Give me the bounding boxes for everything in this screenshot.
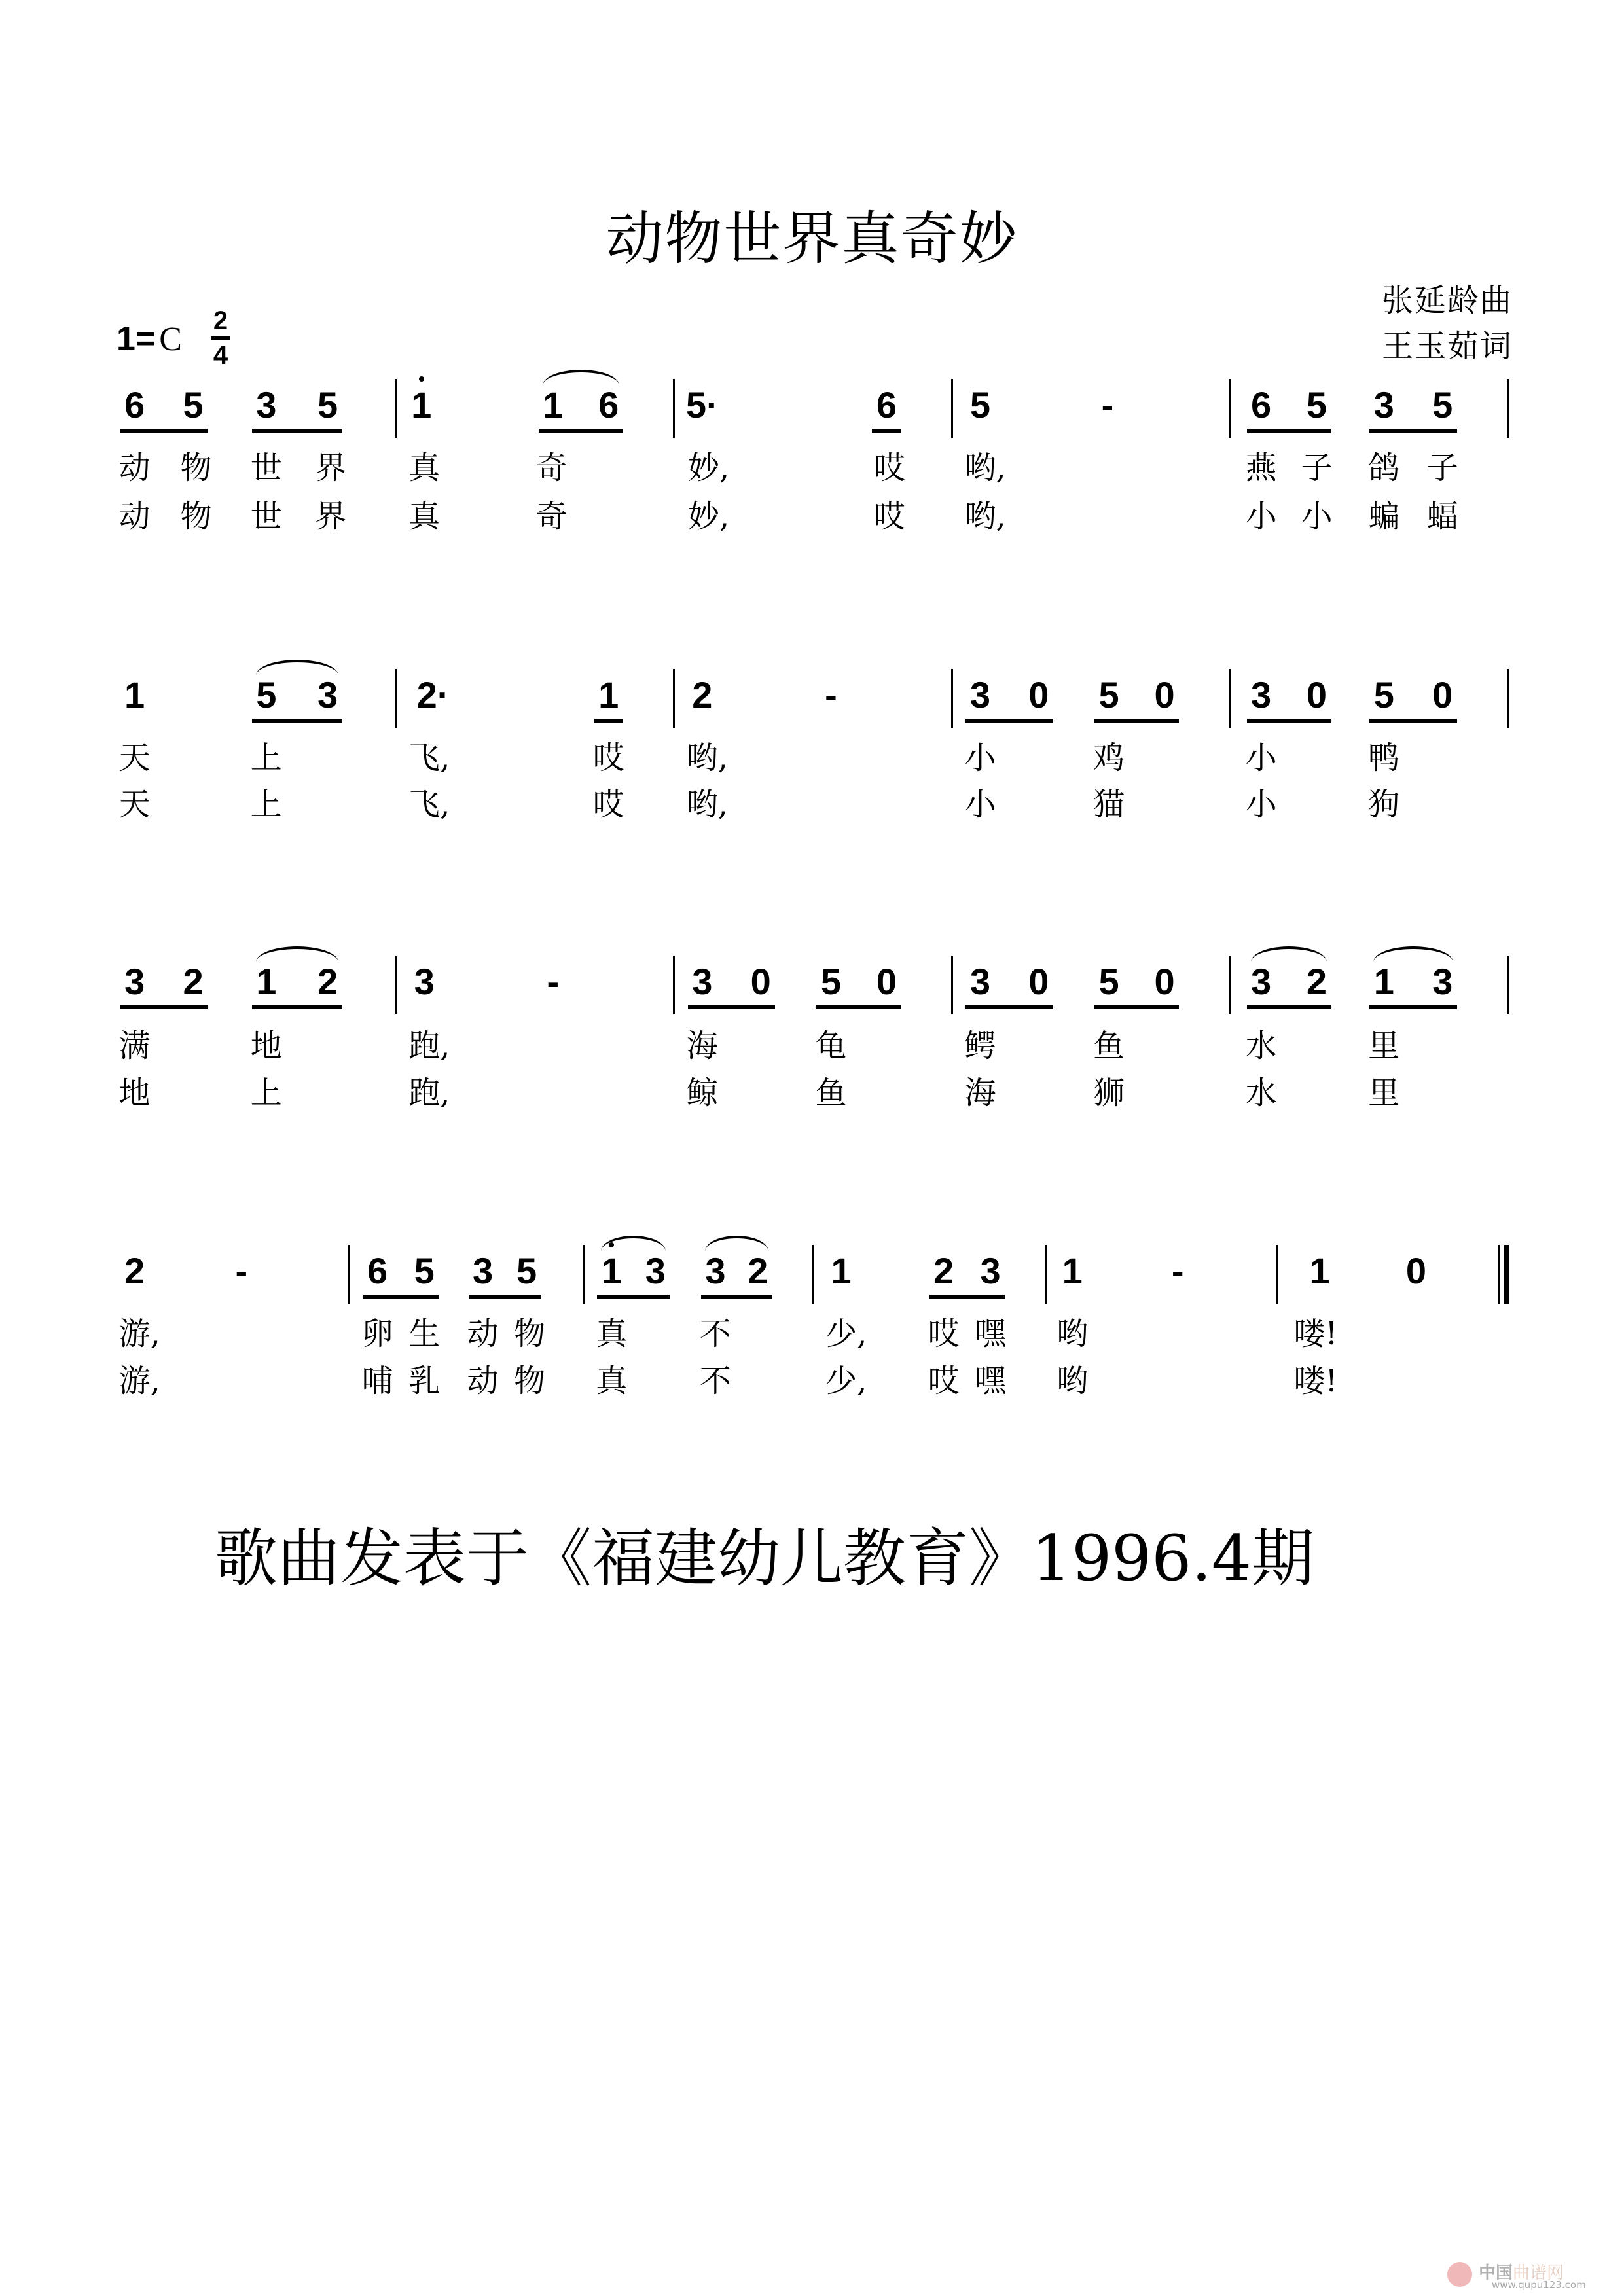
lyric-verse-1: 少, [825, 1316, 867, 1353]
note: 5 [317, 384, 338, 426]
key-note: C [159, 321, 182, 358]
note: 5 [183, 384, 204, 426]
note: 6 [598, 384, 619, 426]
note: 1 [256, 960, 277, 1002]
underline-beam [1247, 429, 1331, 433]
lyric-verse-2: 海 [964, 1074, 996, 1111]
barline [1229, 379, 1231, 438]
note: 5· [685, 384, 719, 426]
dash-note: - [1101, 384, 1114, 426]
watermark-name-b: 曲谱网 [1513, 2263, 1564, 2283]
lyric-verse-2: 天 [118, 786, 151, 823]
note: 3 [692, 960, 713, 1002]
lyric-verse-1: 妙, [688, 450, 730, 487]
lyric-verse-2: 哎 [592, 786, 624, 823]
underline-beam [1369, 719, 1456, 723]
lyric-verse-1: 动 [118, 450, 151, 487]
lyric-verse-1: 地 [250, 1028, 282, 1065]
underline-beam [120, 429, 208, 433]
key-label: 1= [117, 320, 156, 358]
lyric-verse-2: 真 [596, 1362, 628, 1399]
lyricist-credit: 王玉茹词 [1381, 328, 1513, 365]
watermark [1447, 2258, 1617, 2291]
lyric-verse-2: 物 [514, 1362, 546, 1399]
lyric-verse-1: 游, [118, 1316, 160, 1353]
underline-beam [120, 1005, 208, 1009]
underline-beam [1247, 719, 1331, 723]
key-signature [117, 319, 182, 359]
lyric-verse-1: 鸽 [1368, 450, 1400, 487]
slur-arc [1373, 946, 1453, 962]
lyric-verse-2: 里 [1368, 1074, 1400, 1111]
lyric-verse-1: 动 [467, 1316, 499, 1353]
note: 3 [645, 1250, 666, 1292]
note: 3 [1432, 960, 1453, 1002]
time-bottom: 4 [213, 341, 228, 370]
final-barline-thick [1504, 1245, 1509, 1304]
publication-note: 歌曲发表于《福建幼儿教育》1996.4期 [215, 1522, 1314, 1595]
underline-beam [872, 429, 901, 433]
note: 5 [820, 960, 842, 1002]
lyric-verse-2: 少, [825, 1362, 867, 1399]
note: 5 [516, 1250, 537, 1292]
lyric-verse-1: 世 [250, 450, 282, 487]
lyric-verse-2: 嘿 [975, 1362, 1007, 1399]
lyric-verse-2: 蝙 [1368, 497, 1400, 535]
underline-beam [929, 1295, 1005, 1299]
note: 0 [1306, 673, 1327, 715]
lyric-verse-1: 里 [1368, 1028, 1400, 1065]
lyric-verse-2: 乳 [408, 1362, 441, 1399]
lyric-verse-1: 鳄 [964, 1028, 996, 1065]
lyric-verse-2: 动 [118, 497, 151, 535]
note: 0 [1028, 960, 1049, 1002]
high-octave-dot [419, 376, 424, 382]
slur-arc [601, 1236, 666, 1251]
lyric-verse-2: 上 [250, 786, 282, 823]
barline [348, 1245, 350, 1304]
note: 2 [1306, 960, 1327, 1002]
lyric-verse-1: 小 [1245, 739, 1277, 776]
slur-arc [256, 946, 338, 962]
lyric-verse-2: 小 [1245, 497, 1277, 535]
note: 1 [1373, 960, 1394, 1002]
underline-beam [1094, 719, 1179, 723]
note: 3 [317, 673, 338, 715]
underline-beam [252, 719, 342, 723]
note: 1 [411, 384, 432, 426]
lyric-verse-2: 猫 [1093, 786, 1125, 823]
note: 3 [969, 960, 991, 1002]
note: 0 [1154, 960, 1175, 1002]
note: 2· [416, 673, 450, 715]
lyric-verse-1: 飞, [408, 739, 450, 776]
lyric-verse-2: 哺 [361, 1362, 393, 1399]
lyric-verse-2: 动 [467, 1362, 499, 1399]
lyric-verse-2: 小 [1245, 786, 1277, 823]
lyric-verse-1: 哟 [1056, 1316, 1089, 1353]
barline [673, 669, 675, 728]
lyric-verse-2: 不 [699, 1362, 731, 1399]
note: 6 [124, 384, 145, 426]
note: 2 [317, 960, 338, 1002]
note: 2 [124, 1250, 145, 1292]
lyric-verse-2: 蝠 [1426, 497, 1458, 535]
underline-beam [965, 1005, 1053, 1009]
note: 0 [1432, 673, 1453, 715]
lyric-verse-1: 子 [1301, 450, 1333, 487]
underline-beam [252, 1005, 342, 1009]
lyric-verse-2: 狮 [1093, 1074, 1125, 1111]
underline-beam [1247, 1005, 1331, 1009]
dash-note: - [825, 673, 837, 715]
lyric-verse-1: 不 [699, 1316, 731, 1353]
barline [951, 956, 953, 1014]
dash-note: - [235, 1250, 248, 1292]
lyric-verse-1: 物 [180, 450, 212, 487]
note: 5 [1373, 673, 1394, 715]
note: 1 [124, 673, 145, 715]
slur-arc [543, 370, 619, 386]
lyric-verse-2: 鱼 [815, 1074, 847, 1111]
lyric-verse-1: 真 [596, 1316, 628, 1353]
lyric-verse-2: 鲸 [686, 1074, 718, 1111]
note: 2 [183, 960, 204, 1002]
lyric-verse-1: 子 [1426, 450, 1458, 487]
lyric-verse-2: 水 [1245, 1074, 1277, 1111]
note: 5 [1098, 960, 1119, 1002]
note: 5 [414, 1250, 435, 1292]
barline [1045, 1245, 1047, 1304]
lyric-verse-2: 哎 [928, 1362, 960, 1399]
note: 3 [414, 960, 435, 1002]
note: 2 [748, 1250, 768, 1292]
note: 1 [831, 1250, 852, 1292]
lyric-verse-1: 嘿 [975, 1316, 1007, 1353]
underline-beam [1369, 1005, 1456, 1009]
barline [1507, 669, 1509, 728]
dash-note: - [547, 960, 560, 1002]
barline [1276, 1245, 1278, 1304]
time-signature [211, 306, 230, 370]
barline [673, 956, 675, 1014]
lyric-verse-1: 卵 [361, 1316, 393, 1353]
lyric-verse-1: 跑, [408, 1028, 450, 1065]
underline-beam [597, 1295, 670, 1299]
underline-beam [701, 1295, 772, 1299]
barline [1229, 669, 1231, 728]
underline-beam [1369, 429, 1456, 433]
lyric-verse-1: 天 [118, 739, 151, 776]
slur-arc [256, 660, 338, 675]
lyric-verse-2: 飞, [408, 786, 450, 823]
lyric-verse-1: 生 [408, 1316, 441, 1353]
barline [395, 956, 397, 1014]
barline [395, 669, 397, 728]
lyric-verse-2: 上 [250, 1074, 282, 1111]
note: 0 [1405, 1250, 1427, 1292]
lyric-verse-1: 燕 [1245, 450, 1277, 487]
note: 3 [124, 960, 145, 1002]
final-barline-thin [1498, 1245, 1500, 1304]
note: 0 [876, 960, 897, 1002]
lyric-verse-2: 小 [1301, 497, 1333, 535]
lyric-verse-1: 真 [408, 450, 441, 487]
note: 5 [1098, 673, 1119, 715]
note: 6 [367, 1250, 388, 1292]
lyric-verse-1: 哎 [928, 1316, 960, 1353]
note: 3 [1373, 384, 1394, 426]
note: 3 [256, 384, 277, 426]
lyric-verse-2: 哎 [873, 497, 905, 535]
barline [1507, 379, 1509, 438]
barline [951, 379, 953, 438]
lyric-verse-2: 跑, [408, 1074, 450, 1111]
note: 6 [876, 384, 897, 426]
slur-arc [1251, 946, 1327, 962]
note: 3 [1250, 960, 1272, 1002]
note: 6 [1250, 384, 1272, 426]
underline-beam [965, 719, 1053, 723]
lyric-verse-1: 水 [1245, 1028, 1277, 1065]
lyric-verse-1: 哎 [873, 450, 905, 487]
note: 0 [1154, 673, 1175, 715]
barline [583, 1245, 585, 1304]
note: 5 [1306, 384, 1327, 426]
note: 3 [705, 1250, 726, 1292]
barline [673, 379, 675, 438]
lyric-verse-2: 哟 [1056, 1362, 1089, 1399]
barline [1507, 956, 1509, 1014]
lyric-verse-2: 哟, [964, 497, 1006, 535]
note: 0 [1028, 673, 1049, 715]
lyric-verse-1: 海 [686, 1028, 718, 1065]
watermark-url: www.qupu123.com [1492, 2279, 1586, 2291]
barline [812, 1245, 814, 1304]
lyric-verse-2: 世 [250, 497, 282, 535]
lyric-verse-1: 鱼 [1093, 1028, 1125, 1065]
note: 2 [692, 673, 713, 715]
lyric-verse-1: 鸡 [1093, 739, 1125, 776]
underline-beam [252, 429, 342, 433]
barline [395, 379, 397, 438]
slur-arc [705, 1236, 768, 1251]
lyric-verse-1: 哎 [592, 739, 624, 776]
barline [1229, 956, 1231, 1014]
lyric-verse-2: 狗 [1368, 786, 1400, 823]
lyric-verse-2: 喽! [1293, 1362, 1338, 1399]
note: 5 [969, 384, 991, 426]
lyric-verse-2: 界 [315, 497, 347, 535]
lyric-verse-1: 小 [964, 739, 996, 776]
dash-note: - [1171, 1250, 1184, 1292]
note: 2 [933, 1250, 954, 1292]
time-divider [211, 336, 230, 340]
underline-beam [363, 1295, 439, 1299]
lyric-verse-1: 奇 [535, 450, 568, 487]
barline [951, 669, 953, 728]
lyric-verse-1: 喽! [1293, 1316, 1338, 1353]
lyric-verse-2: 哟, [686, 786, 729, 823]
lyric-verse-1: 哟, [964, 450, 1006, 487]
lyric-verse-2: 游, [118, 1362, 160, 1399]
underline-beam [688, 1005, 775, 1009]
note: 3 [980, 1250, 1001, 1292]
lyric-verse-2: 地 [118, 1074, 151, 1111]
time-top: 2 [213, 306, 228, 335]
lyric-verse-1: 哟, [686, 739, 729, 776]
note: 3 [969, 673, 991, 715]
note: 5 [256, 673, 277, 715]
lyric-verse-1: 满 [118, 1028, 151, 1065]
note: 0 [750, 960, 771, 1002]
composer-credit: 张延龄曲 [1381, 282, 1513, 319]
note: 1 [601, 1250, 622, 1292]
lyric-verse-1: 界 [315, 450, 347, 487]
note: 1 [1309, 1250, 1330, 1292]
lyric-verse-2: 妙, [688, 497, 730, 535]
note: 5 [1432, 384, 1453, 426]
watermark-name-a: 中国 [1479, 2263, 1513, 2283]
lyric-verse-1: 龟 [815, 1028, 847, 1065]
note: 3 [472, 1250, 494, 1292]
lyric-verse-2: 物 [180, 497, 212, 535]
note: 1 [598, 673, 619, 715]
note: 1 [543, 384, 564, 426]
lyric-verse-2: 奇 [535, 497, 568, 535]
underline-beam [816, 1005, 901, 1009]
lyric-verse-1: 上 [250, 739, 282, 776]
song-title: 动物世界真奇妙 [605, 205, 1019, 272]
note: 3 [1250, 673, 1272, 715]
underline-beam [469, 1295, 541, 1299]
lyric-verse-2: 小 [964, 786, 996, 823]
underline-beam [539, 429, 623, 433]
watermark-logo-icon [1447, 2262, 1472, 2287]
lyric-verse-1: 物 [514, 1316, 546, 1353]
underline-beam [594, 719, 623, 723]
note: 1 [1062, 1250, 1083, 1292]
lyric-verse-1: 鸭 [1368, 739, 1400, 776]
lyric-verse-2: 真 [408, 497, 441, 535]
underline-beam [1094, 1005, 1179, 1009]
